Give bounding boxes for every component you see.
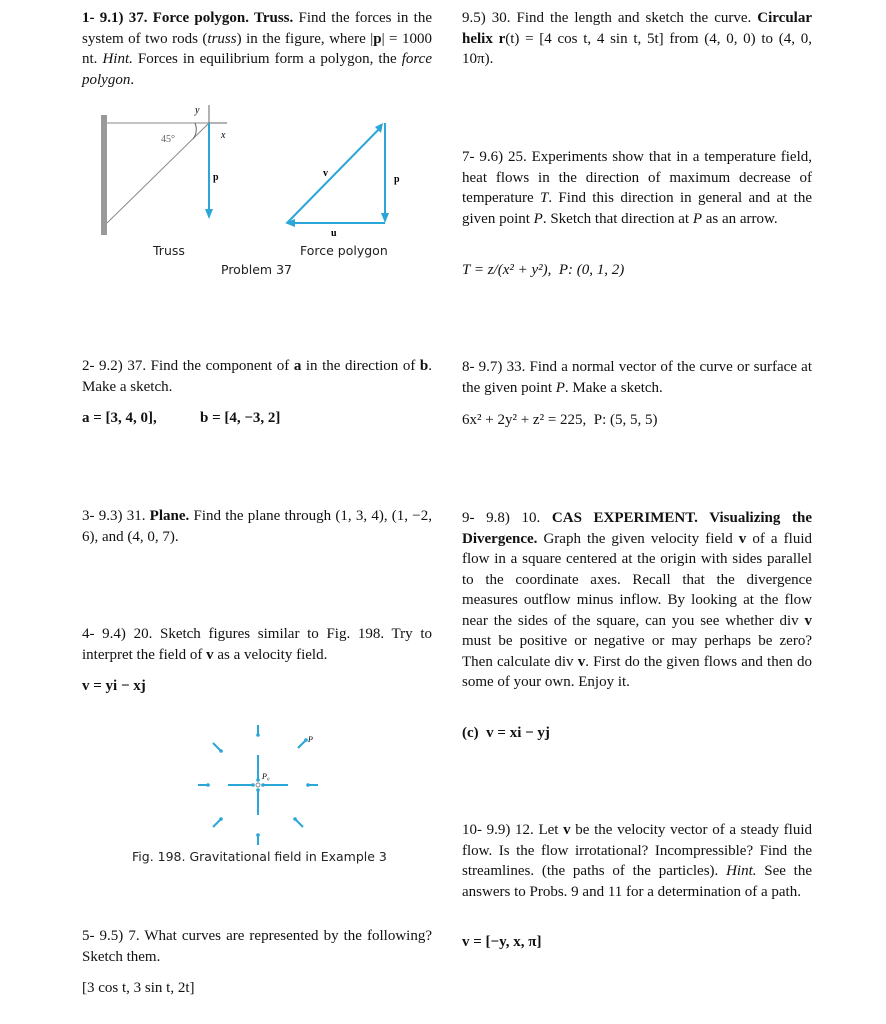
- formula-temperature: T = z/(x² + y²), P: (0, 1, 2): [462, 262, 625, 278]
- u-label: u: [331, 228, 337, 239]
- arrowhead: [256, 788, 260, 792]
- text-run: T: [539, 190, 549, 206]
- formula-c: (c) v = xi − yj: [462, 725, 550, 741]
- formula-b: b = [4, −3, 2]: [200, 410, 281, 426]
- text-run: P: [555, 379, 565, 396]
- text-run: P: [692, 210, 702, 227]
- problem-10: [462, 820, 812, 902]
- problem-9: [462, 508, 812, 693]
- text-run: Find the plane through (1, 3, 4), (1, −2, 6), and (4, 0, 7).: [82, 508, 432, 545]
- text-run: 8- 9.7) 33. Find a normal vector of the curve or surface at the given point: [462, 359, 812, 396]
- problem-7: [462, 147, 812, 229]
- text-run: . Make a sketch.: [82, 358, 432, 395]
- text-run: . Make a sketch.: [564, 379, 663, 396]
- text-run: a: [293, 358, 302, 374]
- p-label-2: p: [394, 174, 400, 185]
- problem-3: [82, 506, 432, 547]
- text-run: | = 1000 nt.: [82, 30, 432, 67]
- text-run: force polygon: [82, 51, 432, 88]
- truss-figure: [95, 105, 415, 285]
- wall: [101, 115, 107, 235]
- text-run: as an arrow.: [701, 210, 778, 227]
- arrowhead: [256, 833, 260, 837]
- formula-a: a = [3, 4, 0],: [82, 410, 157, 426]
- text-run: v: [563, 822, 571, 838]
- p-label: p: [213, 172, 219, 183]
- text-run: must be positive or negative or may perhaps be zero? Then calculate div: [462, 633, 812, 670]
- arrowhead: [306, 783, 310, 787]
- arrowhead: [219, 817, 223, 821]
- text-run: P: [533, 210, 543, 227]
- text-run: Graph the given velocity field: [537, 530, 739, 547]
- formula-v: v = yi − xj: [82, 678, 146, 694]
- text-run: v: [804, 612, 812, 629]
- text-run: (t) = [4 cos t, 4 sin t, 5t] from (4, 0, 0) to (4, 0, 10π).: [462, 30, 812, 67]
- v-label: v: [323, 168, 328, 179]
- text-run: b: [419, 358, 429, 374]
- text-run: See the answers to Probs. 9 and 11 for a determination of a path.: [462, 863, 813, 900]
- text-run: 10- 9.9) 12. Let: [462, 822, 564, 838]
- text-run: CAS EXPERIMENT. Visualizing the Divergence.: [462, 510, 812, 547]
- formula-curve: [3 cos t, 3 sin t, 2t]: [82, 980, 195, 996]
- arrowhead: [251, 783, 255, 787]
- problem-6: [462, 8, 812, 70]
- text-run: 5- 9.5) 7. What curves are represented by the following? Sketch them.: [82, 928, 432, 965]
- y-label: y: [195, 105, 200, 116]
- text-run: Plane.: [149, 508, 190, 524]
- formula-surface: 6x² + 2y² + z² = 225, P: (5, 5, 5): [462, 412, 658, 428]
- gravitational-field-figure: [190, 715, 330, 845]
- text-run: Hint.: [726, 863, 757, 879]
- text-run: Find the forces in the system of two rods (: [82, 10, 432, 47]
- text-run: be the velocity vector of a steady fluid flow. Is the flow irrotational? Incompressible? Find the streamlines. (the paths of the particles).: [462, 822, 812, 879]
- text-run: truss: [207, 30, 237, 47]
- text-run: .: [130, 71, 135, 88]
- problem-5: [82, 926, 432, 967]
- text-run: of a fluid flow in a square centered at the origin with sides parallel to the coordinate axes. Recall that the divergence measures outflow minus inflow. By looking at the flow near the sides of the square, can you see whether div: [462, 530, 812, 629]
- arrowhead: [293, 817, 297, 821]
- text-run: ) in the figure, where |: [236, 30, 374, 47]
- truss-caption: Truss: [153, 243, 185, 258]
- text-run: v: [577, 653, 586, 670]
- force-polygon-caption: Force polygon: [300, 243, 388, 258]
- arrowhead: [219, 749, 223, 753]
- text-run: Force polygon. Truss.: [152, 10, 294, 26]
- origin-point: [256, 783, 260, 787]
- arrowhead: [381, 213, 389, 223]
- problem-2: [82, 356, 432, 397]
- arrowhead: [256, 733, 260, 737]
- x-label: x: [221, 130, 226, 141]
- text-run: v: [738, 530, 747, 547]
- text-run: 3- 9.3) 31.: [82, 508, 150, 524]
- arrowhead: [205, 209, 213, 219]
- arrowhead: [261, 783, 265, 787]
- text-run: . Find this direction in general and at the given point: [462, 190, 813, 227]
- figure-caption: Problem 37: [221, 262, 292, 277]
- fig198-caption: Fig. 198. Gravitational field in Example 3: [132, 849, 387, 864]
- text-run: v: [206, 646, 214, 663]
- text-run: Hint.: [102, 51, 133, 67]
- text-run: Circular helix: [462, 10, 812, 47]
- text-run: 1- 9.1) 37.: [82, 10, 153, 26]
- problem-8: [462, 357, 812, 398]
- p0-label: P₀: [262, 772, 270, 781]
- text-run: as a velocity field.: [213, 646, 328, 663]
- text-run: 7- 9.6) 25. Experiments show that in a temperature field, heat flows in the direction of maximum decrease of temperature: [462, 149, 812, 206]
- problem-1: [82, 8, 432, 90]
- arrowhead: [206, 783, 210, 787]
- p-label: P: [308, 735, 313, 744]
- text-run: r: [492, 30, 506, 47]
- text-run: 9.5) 30. Find the length and sketch the curve.: [462, 10, 758, 26]
- text-run: . Sketch that direction at: [542, 210, 693, 227]
- text-run: 2- 9.2) 37. Find the component of: [82, 358, 294, 374]
- arrowhead: [256, 778, 260, 782]
- text-run: in the direction of: [301, 358, 420, 374]
- text-run: Forces in equilibrium form a polygon, the: [132, 51, 402, 67]
- text-run: . First do the given flows and then do some of your own. Enjoy it.: [462, 653, 812, 690]
- angle-label: 45°: [161, 134, 175, 145]
- problem-4: [82, 624, 432, 665]
- text-run: p: [373, 30, 382, 47]
- v-arrow: [287, 127, 381, 223]
- text-run: 9- 9.8) 10.: [462, 510, 552, 526]
- formula-velocity: v = [−y, x, π]: [462, 934, 542, 950]
- text-run: 4- 9.4) 20. Sketch figures similar to Fig. 198. Try to interpret the field of: [82, 626, 432, 663]
